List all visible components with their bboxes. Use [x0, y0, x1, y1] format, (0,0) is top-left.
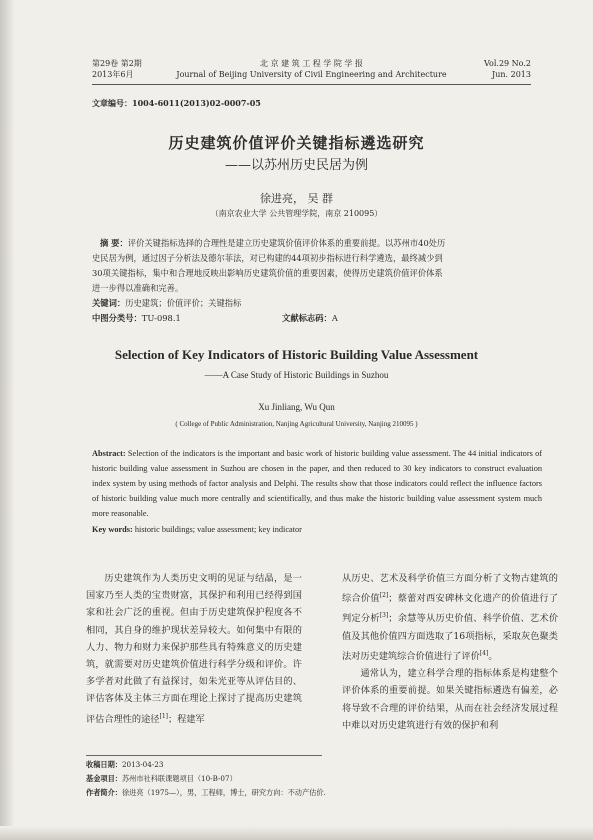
header-journal	[92, 58, 531, 80]
body-column-right	[342, 570, 558, 734]
abstract-cn-line4: 进一步得以准确和完善。	[92, 283, 184, 293]
authors-cn: 徐进亮， 吴 群	[260, 192, 333, 205]
abstract-cn	[92, 236, 542, 326]
abstract-cn-line3: 30项关键指标，集中和合理地反映出影响历史建筑价值的重要因素，使得历史建筑价值评价体系	[92, 268, 443, 278]
header-date-en: Jun. 2013	[492, 70, 531, 79]
header-volume-en	[484, 58, 531, 80]
header-journal-cn: 北 京 建 筑 工 程 学 院 学 报	[260, 59, 363, 68]
keywords-label-en: Key words:	[92, 525, 133, 534]
affiliation-en: ( College of Public Administration, Nanjing Agricultural University, Nanjing 210095 )	[175, 420, 418, 428]
body-paragraph-left	[86, 570, 302, 728]
doc-code: A	[331, 313, 338, 323]
body-text: 历史建筑作为人类历史文明的见证与结晶，是一国家乃至人类的宝贵财富，其保护和利用已经得到国家和社会广泛的重视。但由于历史建筑保护程度各不相同，其自身的维护现状差异较大。如何集中有限的人力、物力和财力来保护那些具有特殊意义的历史建筑，就需要对历史建筑价值进行科学分级和评价。许多学者对此做了有益探讨，如朱光亚等从评估目的、评估客体及主体三方面在理论上探讨了提高历史建筑评估合理性的途径	[86, 573, 302, 725]
page-bottom-shadow	[0, 826, 593, 840]
abstract-cn-line2: 史民居为例，通过因子分析法及德尔菲法，对已构建的44项初步指标进行科学遴选，最终减少到	[92, 253, 443, 263]
body-text: 。	[488, 651, 498, 662]
body-paragraph-right-2: 通常认为，建立科学合理的指标体系是构建整个评价体系的重要前提。如果关键指标遴选有偏差，必将导致不合理的评价结果，从而在社会经济发展过程中难以对历史建筑进行有效的保护和利	[342, 668, 558, 731]
body-paragraph-right-1	[342, 570, 558, 665]
header-date: 2013年6月	[92, 70, 134, 79]
author-bio-text: 徐进亮（1975—），男，工程师，博士，研究方向：不动产估价.	[121, 788, 326, 797]
header-vol-no: Vol.29 No.2	[484, 59, 531, 68]
paper-title-en: Selection of Key Indicators of Historic Building Value Assessment	[114, 347, 479, 362]
keywords-cn: 历史建筑；价值评价；关键指标	[125, 298, 242, 308]
header-volume-issue: 第29卷 第2期	[92, 59, 142, 68]
citation-ref: [2]	[379, 592, 389, 600]
citation-ref: [4]	[479, 649, 489, 657]
body-text-tail: ；程建军	[168, 713, 205, 725]
article-id: 文章编号：1004-6011(2013)02-0007-05	[92, 98, 261, 108]
clc-number: TU-098.1	[141, 313, 181, 323]
author-bio-label: 作者简介：	[86, 788, 122, 797]
body-text: ；蔡蕾对西安碑林文化遗产的价值进行了判定分析	[342, 593, 559, 625]
keywords-label-cn: 关键词：	[92, 298, 126, 308]
citation-ref: [1]	[159, 712, 168, 720]
footnote-fund	[86, 773, 237, 785]
citation-ref: [3]	[379, 612, 389, 620]
paper-subtitle-cn: ——以苏州历史民居为例	[224, 158, 368, 173]
running-header	[92, 58, 531, 84]
paper-title-cn: 历史建筑价值评价关键指标遴选研究	[168, 134, 425, 152]
footnote-received	[86, 759, 163, 771]
keywords-en: historic buildings; value assessment; key indicator	[132, 525, 302, 534]
authors-en: Xu Jinliang, Wu Qun	[258, 402, 335, 412]
abstract-label-en: Abstract:	[92, 449, 126, 458]
body-column-left	[86, 570, 302, 728]
abstract-label-cn: 摘 要：	[100, 238, 128, 248]
abstract-en-text: Selection of the indicators is the important and basic work of historic building value assessment. The 44 initial indicators of historic building value assessment in Suzhou are chosen in the paper, and then reduced to 30 key indicators to construct evaluation index system by using methods of factor analysis and Delphi. The results show that those indicators could reflect the influence factors of historic building value much more centrally and scientifically, and thus make the historic building value assessment system much more reasonable.	[92, 449, 542, 518]
header-rule	[92, 84, 531, 85]
footnote-rule	[86, 755, 322, 756]
doc-code-label: 文献标志码：	[282, 313, 332, 323]
received-label: 收稿日期：	[86, 760, 122, 769]
fund-label: 基金项目：	[86, 774, 122, 783]
header-journal-en: Journal of Beijing University of Civil Engineering and Architecture	[176, 70, 447, 79]
paper-subtitle-en: ——A Case Study of Historic Buildings in Suzhou	[204, 370, 389, 380]
clc-label: 中图分类号：	[92, 313, 142, 323]
fund-text: 苏州市社科联课题项目（10-B-07）	[121, 774, 237, 783]
abstract-cn-line1: 评价关键指标选择的合理性是建立历史建筑价值评价体系的重要前提。以苏州市40处历	[127, 238, 446, 248]
footnote-author	[86, 787, 326, 799]
received-date: 2013-04-23	[121, 760, 164, 769]
body-text: 从历史、艺术及科学价值三方面分析了文物古建筑的综合价值	[342, 573, 558, 605]
abstract-en	[92, 446, 542, 537]
body-text: ；余慧等从历史价值、科学价值、艺术价值及其他价值四方面选取了16项指标，采取灰色聚类法对历史建筑综合价值进行了评价	[342, 613, 559, 662]
affiliation-cn: （南京农业大学 公共管理学院，南京 210095）	[210, 209, 383, 218]
